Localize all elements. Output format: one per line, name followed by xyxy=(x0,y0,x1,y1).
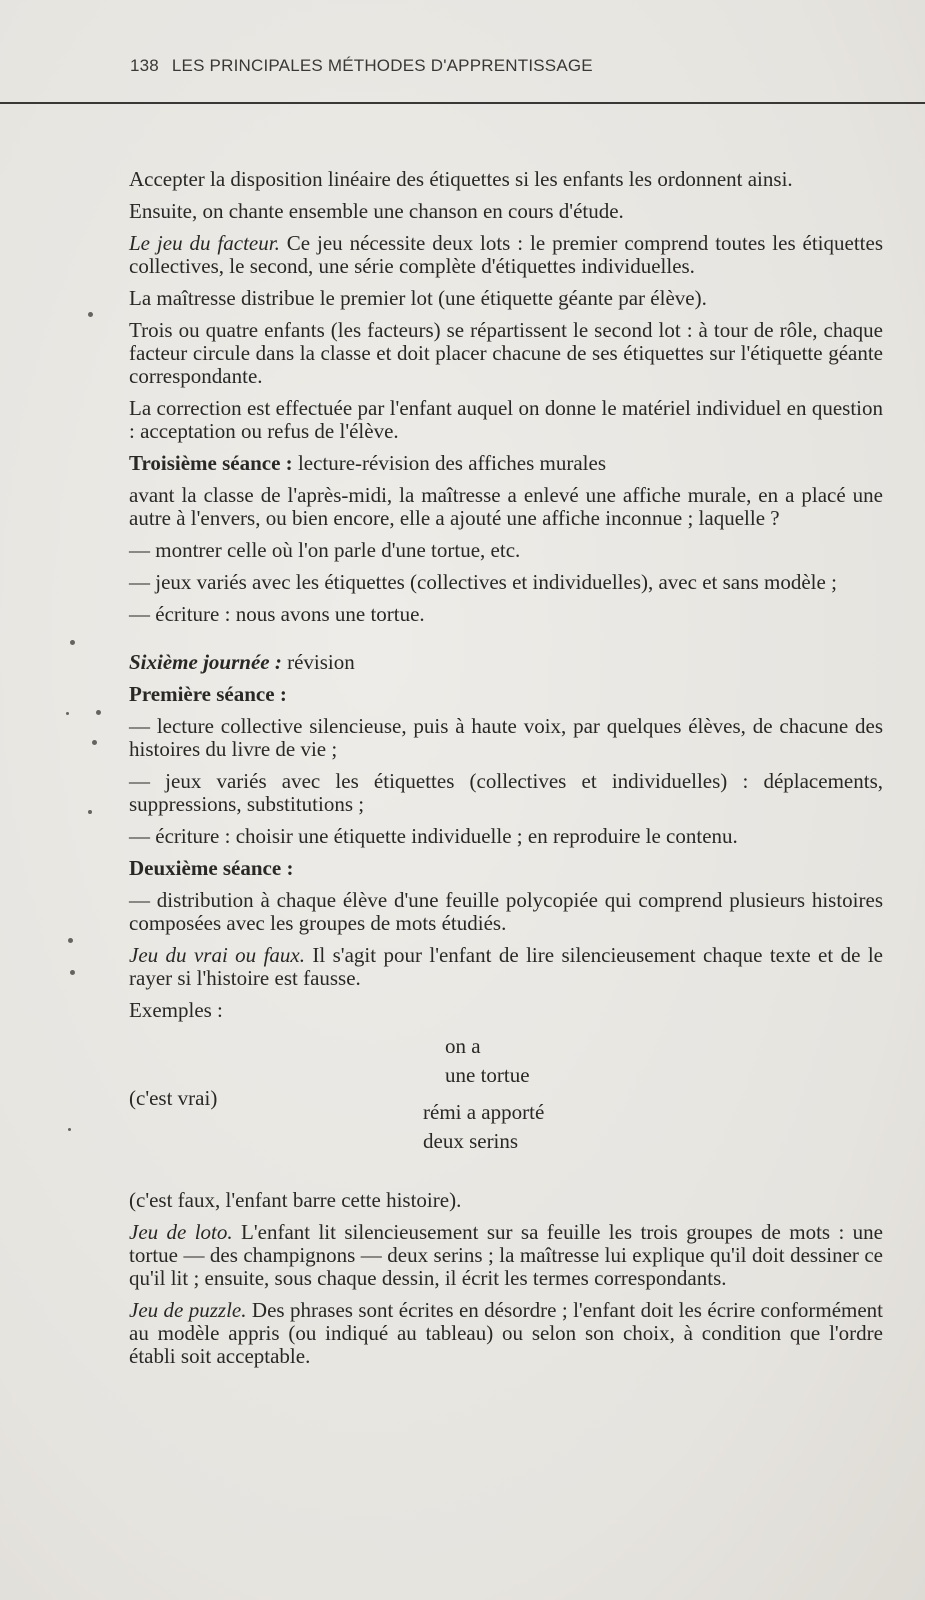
paragraph: Le jeu du facteur. Ce jeu nécessite deux lots : le premier comprend toutes les étiquettes collectives, le second, une série complète d'étiquettes individuelles. xyxy=(129,231,884,278)
paragraph: Sixième journée : révision xyxy=(129,650,355,674)
list-item: — distribution à chaque élève d'une feuille polycopiée qui comprend plusieurs histoires composées avec les groupes de mots étudiés. xyxy=(129,888,883,935)
paragraph: La maîtresse distribue le premier lot (une étiquette géante par élève). xyxy=(129,286,707,310)
example-line: rémi a apporté xyxy=(423,1100,545,1124)
paragraph: (c'est faux, l'enfant barre cette histoire). xyxy=(129,1188,462,1212)
example-label: (c'est vrai) xyxy=(129,1086,218,1110)
list-item: — montrer celle où l'on parle d'une tortue, etc. xyxy=(129,538,521,562)
list-item: — jeux variés avec les étiquettes (collectives et individuelles) : déplacements, suppressions, substitutions ; xyxy=(129,769,883,816)
paragraph: avant la classe de l'après-midi, la maîtresse a enlevé une affiche murale, en a placé une autre à l'envers, ou bien encore, elle a ajouté une affiche inconnue ; laquelle ? xyxy=(129,483,883,530)
paragraph: Ensuite, on chante ensemble une chanson en cours d'étude. xyxy=(129,199,624,223)
paragraph: Jeu du vrai ou faux. Il s'agit pour l'enfant de lire silencieusement chaque texte et de le rayer si l'histoire est fausse. xyxy=(129,943,883,990)
list-item: — lecture collective silencieuse, puis à haute voix, par quelques élèves, de chacune des histoires du livre de vie ; xyxy=(129,714,883,761)
example-line: une tortue xyxy=(445,1063,530,1087)
running-header xyxy=(130,56,593,76)
page-body xyxy=(129,168,883,1377)
paragraph: Jeu de puzzle. Des phrases sont écrites en désordre ; l'enfant doit les écrire conformément au modèle appris (ou indiqué au tableau) ou selon son choix, à condition que l'ordre établi soit acceptable. xyxy=(129,1298,884,1368)
day-heading: Sixième journée : xyxy=(129,650,282,674)
paragraph: La correction est effectuée par l'enfant auquel on donne le matériel individuel en question : acceptation ou refus de l'élève. xyxy=(129,396,883,443)
game-title: Jeu du vrai ou faux. xyxy=(129,943,305,967)
session-heading: Deuxième séance : xyxy=(129,856,294,880)
session-heading: Première séance : xyxy=(129,682,287,706)
session-heading: Troisième séance : xyxy=(129,451,293,475)
paragraph: Jeu de loto. L'enfant lit silencieusement sur sa feuille les trois groupes de mots : une tortue — des champignons — deux serins ; la maîtresse lui explique qu'il doit dessiner ce qu'il lit ; ensuite, sous chaque dessin, il écrit les termes correspondants. xyxy=(129,1220,883,1290)
game-title: Jeu de loto. xyxy=(129,1220,233,1244)
example-line: on a xyxy=(445,1034,481,1058)
header-rule xyxy=(0,102,925,104)
list-item: — jeux variés avec les étiquettes (collectives et individuelles), avec et sans modèle ; xyxy=(129,570,837,594)
game-title: Jeu de puzzle. xyxy=(129,1298,247,1322)
list-item: — écriture : choisir une étiquette individuelle ; en reproduire le contenu. xyxy=(129,824,738,848)
paragraph: Trois ou quatre enfants (les facteurs) se répartissent le second lot : à tour de rôle, chaque facteur circule dans la classe et doit placer chacune de ses étiquettes sur l'étiquette géante correspondante. xyxy=(129,318,883,388)
example-block xyxy=(129,1031,883,1183)
list-item: — écriture : nous avons une tortue. xyxy=(129,602,425,626)
page-number: 138 xyxy=(130,56,159,75)
game-title: Le jeu du facteur. xyxy=(129,231,280,255)
example-line: deux serins xyxy=(423,1129,519,1153)
paragraph: Accepter la disposition linéaire des étiquettes si les enfants les ordonnent ainsi. xyxy=(129,167,793,191)
paragraph: Exemples : xyxy=(129,998,223,1022)
paragraph: Troisième séance : lecture-révision des affiches murales xyxy=(129,451,607,475)
running-title: LES PRINCIPALES MÉTHODES D'APPRENTISSAGE xyxy=(171,56,593,75)
